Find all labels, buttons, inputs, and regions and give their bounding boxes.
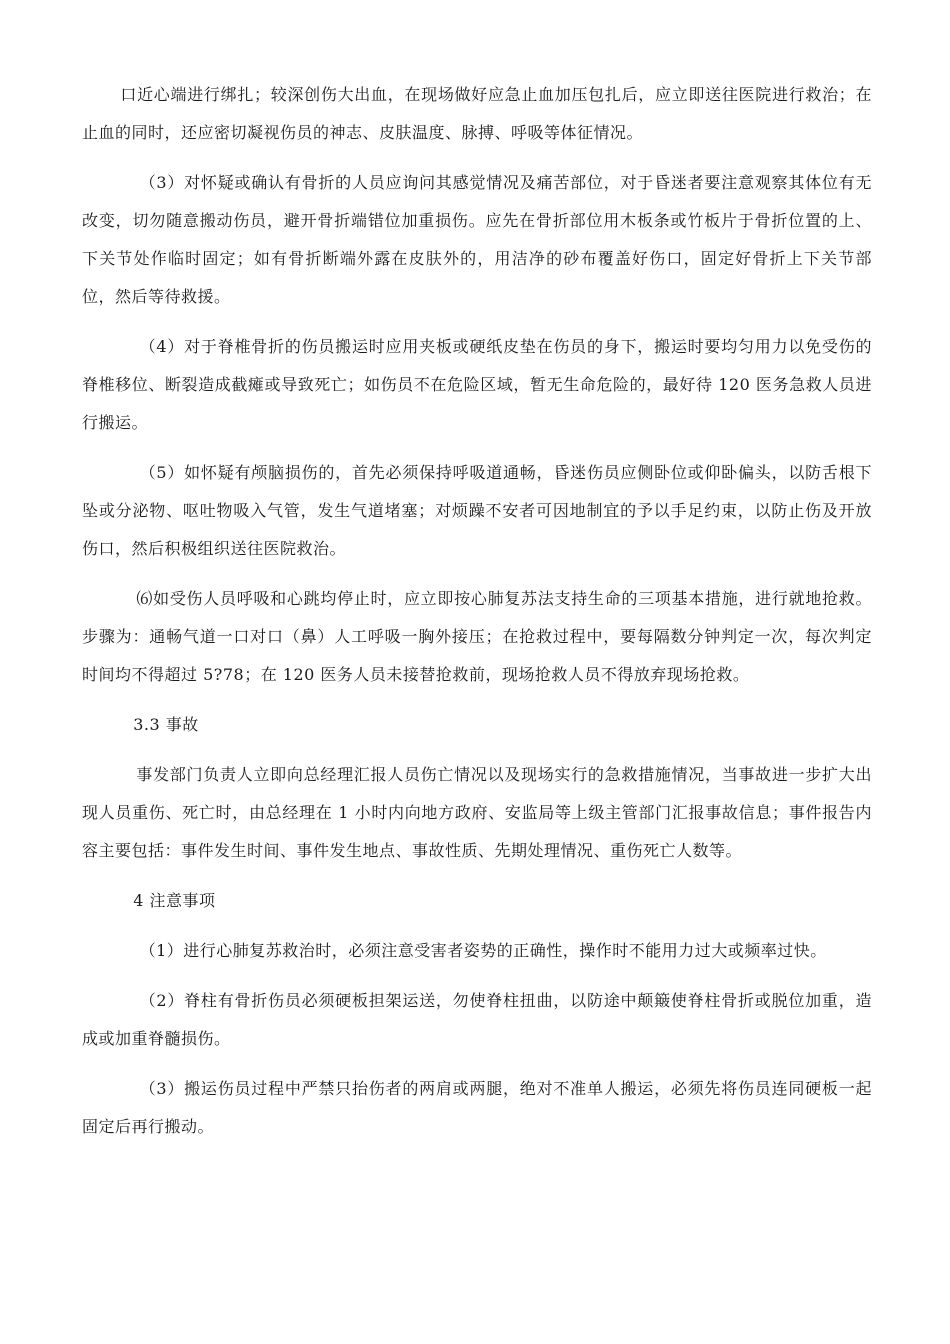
section-heading-4: 4 注意事项 [133, 891, 216, 910]
paragraph-bleeding-continued: 口近心端进行绑扎；较深创伤大出血，在现场做好应急止血加压包扎后，应立即送往医院进行救治；在止血的同时，还应密切凝视伤员的神志、皮肤温度、脉搏、呼吸等体征情况。 [82, 85, 872, 142]
notice-item-3: （3）搬运伤员过程中严禁只抬伤者的两肩或两腿，绝对不准单人搬运，必须先将伤员连同硬板一起固定后再行搬动。 [82, 1079, 872, 1136]
paragraph-head-injury-5: （5）如怀疑有颅脑损伤的，首先必须保持呼吸道通畅，昏迷伤员应侧卧位或仰卧偏头，以防舌根下坠或分泌物、呕吐物吸入气管，发生气道堵塞；对烦躁不安者可因地制宜的予以手足约束，以防止伤及开放伤口，然后积极组织送往医院救治。 [82, 463, 872, 558]
document-body [82, 76, 872, 1158]
section-heading-3-3: 3.3 事故 [133, 715, 199, 734]
paragraph-accident-report: 事发部门负责人立即向总经理汇报人员伤亡情况以及现场实行的急救措施情况，当事故进一步扩大出现人员重伤、死亡时，由总经理在 1 小时内向地方政府、安监局等上级主管部门汇报事故信息；事件报告内容主要包括：事件发生时间、事件发生地点、事故性质、先期处理情况、重伤死亡人数等。 [82, 765, 872, 860]
paragraph-spine-4: （4）对于脊椎骨折的伤员搬运时应用夹板或硬纸皮垫在伤员的身下，搬运时要均匀用力以免受伤的脊椎移位、断裂造成截瘫或导致死亡；如伤员不在危险区域，暂无生命危险的，最好待 120 医务急救人员进行搬运。 [82, 337, 872, 432]
notice-item-2: （2）脊柱有骨折伤员必须硬板担架运送，勿使脊柱扭曲，以防途中颠簸使脊柱骨折或脱位加重，造成或加重脊髓损伤。 [82, 991, 872, 1048]
notice-item-1: （1）进行心肺复苏救治时，必须注意受害者姿势的正确性，操作时不能用力过大或频率过快。 [139, 941, 827, 960]
paragraph-fracture-3: （3）对怀疑或确认有骨折的人员应询问其感觉情况及痛苦部位，对于昏迷者要注意观察其体位有无改变，切勿随意搬动伤员，避开骨折端错位加重损伤。应先在骨折部位用木板条或竹板片于骨折位置的上、下关节处作临时固定；如有骨折断端外露在皮肤外的，用洁净的砂布覆盖好伤口，固定好骨折上下关节部位，然后等待救援。 [82, 173, 872, 306]
paragraph-cpr-6: ⑹如受伤人员呼吸和心跳均停止时，应立即按心肺复苏法支持生命的三项基本措施，进行就地抢救。步骤为：通畅气道一口对口（鼻）人工呼吸一胸外接压；在抢救过程中，要每隔数分钟判定一次，每次判定时间均不得超过 5?78；在 120 医务人员未接替抢救前，现场抢救人员不得放弃现场抢救。 [82, 589, 872, 684]
